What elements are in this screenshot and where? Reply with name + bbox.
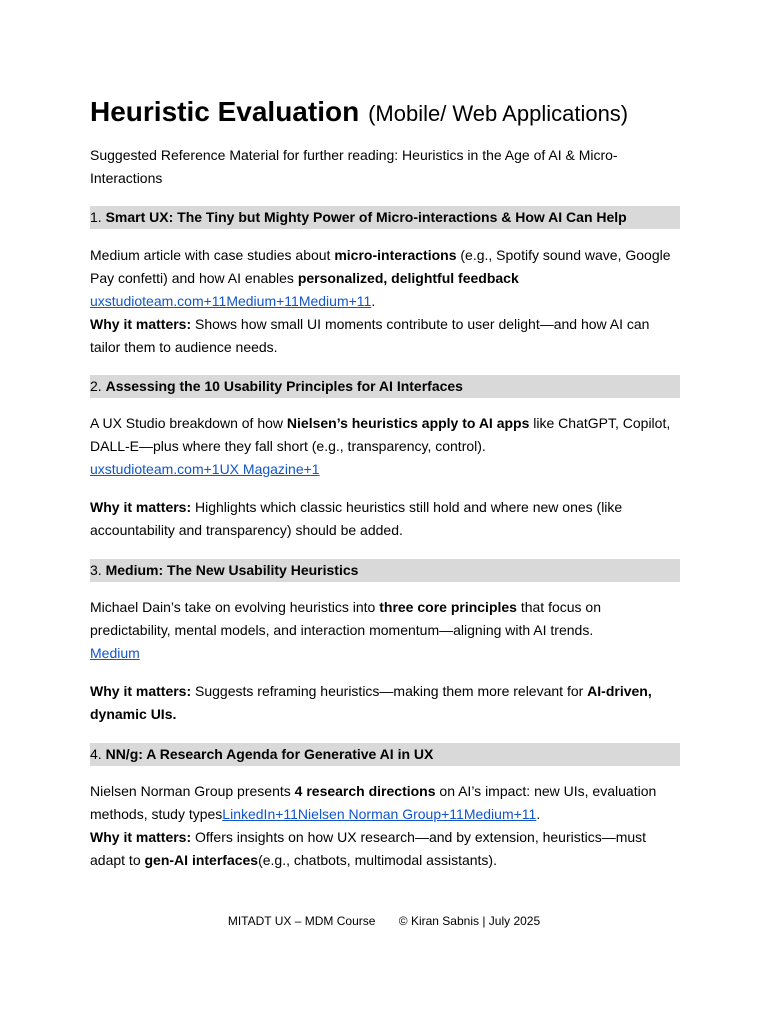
why-text: Shows how small UI moments contribute to user delight—and how AI can tailor them to audience needs.: [90, 316, 650, 355]
text-run: A UX Studio breakdown of how: [90, 415, 287, 431]
why-label: Why it matters:: [90, 316, 192, 332]
page-title: [90, 92, 628, 129]
text-run: .: [536, 806, 541, 822]
why-label: Why it matters:: [90, 829, 192, 845]
bold-run: micro-interactions: [334, 247, 457, 263]
section-1-why: [90, 313, 680, 359]
section-1-description: [90, 244, 680, 313]
section-number: 4.: [90, 746, 102, 762]
why-text: Offers insights on how UX research—and by extension, heuristics—must adapt to: [90, 829, 647, 868]
text-run: (e.g., Spotify sound wave, Google Pay confetti) and how AI enables: [90, 247, 671, 286]
section-heading-text: Smart UX: The Tiny but Mighty Power of Micro-interactions & How AI Can Help: [105, 209, 627, 225]
text-run: .: [371, 293, 376, 309]
source-link[interactable]: uxstudioteam.com+1UX Magazine+1: [90, 461, 320, 477]
why-text: Suggests reframing heuristics—making them more relevant for: [191, 683, 588, 699]
source-link[interactable]: uxstudioteam.com+11Medium+11Medium+11: [90, 293, 372, 309]
section-number: 2.: [90, 378, 102, 394]
why-label: Why it matters:: [90, 499, 192, 515]
section-number: 3.: [90, 562, 102, 578]
section-1-heading: [90, 206, 680, 229]
footer-course: MITADT UX – MDM Course: [227, 914, 376, 928]
intro-text: Suggested Reference Material for further reading: Heuristics in the Age of AI & Micro-Interactions: [90, 147, 618, 186]
why-text: Highlights which classic heuristics still hold and where new ones (like accountability and transparency) should be added.: [90, 499, 623, 538]
bold-run: gen-AI interfaces: [144, 852, 259, 868]
source-link[interactable]: LinkedIn+11Nielsen Norman Group+11Medium+11: [222, 806, 537, 822]
text-run: Michael Dain’s take on evolving heuristics into: [90, 599, 380, 615]
page-footer: [0, 913, 768, 929]
section-4-description: [90, 780, 680, 872]
section-heading-text: NN/g: A Research Agenda for Generative AI in UX: [105, 746, 434, 762]
text-run: that focus on predictability, mental models, and interaction momentum—aligning with AI trends.: [90, 599, 602, 638]
bold-run: three core principles: [379, 599, 517, 615]
source-link[interactable]: Medium: [90, 645, 140, 661]
bold-run: Nielsen’s heuristics apply to AI apps: [286, 415, 530, 431]
text-run: Nielsen Norman Group presents: [90, 783, 295, 799]
section-3-heading: [90, 559, 680, 582]
section-2-description: [90, 412, 680, 481]
section-2-heading: [90, 375, 680, 398]
bold-run: AI-driven, dynamic UIs.: [90, 683, 652, 722]
why-text: (e.g., chatbots, multimodal assistants).: [258, 852, 497, 868]
text-run: like ChatGPT, Copilot, DALL-E—plus where they fall short (e.g., transparency, control).: [90, 415, 671, 454]
section-3-why: [90, 680, 680, 726]
title-main: Heuristic Evaluation: [90, 96, 360, 127]
why-label: Why it matters:: [90, 683, 192, 699]
footer-author: © Kiran Sabnis | July 2025: [398, 914, 541, 928]
section-4-heading: [90, 743, 680, 766]
text-run: Medium article with case studies about: [90, 247, 335, 263]
section-heading-text: Medium: The New Usability Heuristics: [105, 562, 359, 578]
title-subtitle: (Mobile/ Web Applications): [368, 101, 629, 126]
text-run: on AI’s impact: new UIs, evaluation methods, study types: [90, 783, 657, 822]
section-3-description: [90, 596, 680, 665]
bold-run: personalized, delightful feedback: [297, 270, 519, 286]
bold-run: 4 research directions: [294, 783, 436, 799]
section-heading-text: Assessing the 10 Usability Principles for AI Interfaces: [105, 378, 463, 394]
section-2-why: [90, 496, 680, 542]
section-number: 1.: [90, 209, 102, 225]
